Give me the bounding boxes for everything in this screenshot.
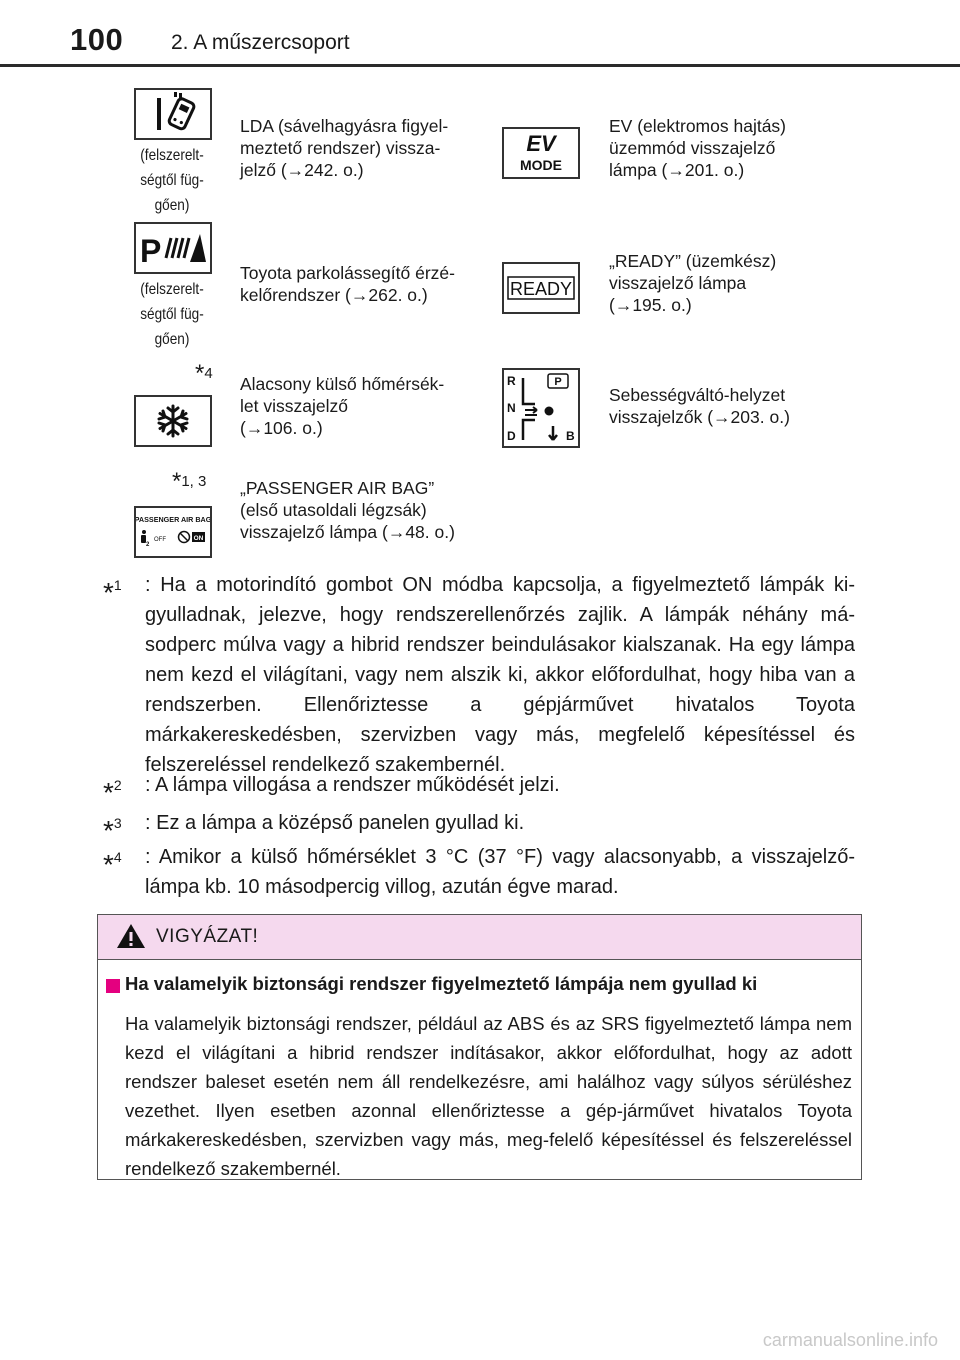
caution-body: Ha valamelyik biztonsági rendszer, például az ABS és az SRS figyelmeztető lámpa nem kezd el világítani a hibrid rendszer indításakor, akkor előfordulhat, hogy az adott rendszer baleset esetén nem áll rendelkezésre, ami halálhoz vagy súlyos sérüléshez vezethet. Ilyen esetben azonnal ellenőriztesse a gép-járművet hivatalos Toyota márkakereskedésben, szervizben vagy más, meg-felelő képesítéssel és felszereléssel rendelkező szakembernél. — [125, 1013, 852, 1179]
warning-triangle-icon — [116, 923, 146, 949]
svg-text:R: R — [507, 374, 516, 388]
passenger-airbag-icon — [134, 506, 212, 558]
caution-heading: Ha valamelyik biztonsági rendszer figyelmeztető lámpája nem gyullad ki — [125, 973, 758, 994]
svg-text:OFF: OFF — [154, 537, 166, 543]
shift-position-description: Sebességváltó-helyzet visszajelzők (→203. o.) — [609, 385, 790, 427]
caution-title: VIGYÁZAT! — [156, 926, 259, 947]
ev-mode-description: EV (elektromos hajtás) üzemmód visszajelző lámpa (→201. o.) — [609, 116, 787, 180]
parking-sensor-icon — [134, 222, 212, 274]
svg-text:2: 2 — [146, 542, 150, 548]
footnote-reference: *1, 3 — [172, 468, 207, 495]
parking-assist-description: Toyota parkolássegítő érzé- kelőrendszer (→262. o.) — [240, 263, 455, 305]
shift-position-icon — [502, 368, 580, 448]
svg-text:MODE: MODE — [520, 157, 562, 173]
lda-description: LDA (sávelhagyásra figyel- meztető rendszer) vissza- jelző (→242. o.) — [240, 116, 449, 180]
svg-text:B: B — [566, 429, 575, 443]
footnote-2: *$^2$ : A lámpa villogása a rendszer működését jelzi. — [103, 774, 560, 808]
caution-box — [97, 914, 862, 1180]
availability-note: (felszerelt- ségtől füg- gően) — [140, 281, 204, 348]
svg-text:EV: EV — [526, 131, 556, 156]
ev-mode-icon — [502, 127, 580, 179]
svg-text:READY: READY — [509, 279, 573, 299]
footnote-1: *$^1$ : Ha a motorindító gombot ON módba kapcsolja, a figyelmeztető lámpák ki-gyulladnak, jelezve, hogy rendszerellenőrzés zajlik. A lámpák néhány má-sodperc múlva vagy a hibrid rendszer beindulásakor kialszanak. Ha egy lámpa nem kezd el világítani, vagy nem alszik ki, akkor előfordulhat, hogy hiba van a rendszerben. Ellenőriztesse a gépjárművet hivatalos Toyota márkakereskedésben, szervizben vagy más, megfelelő képesítéssel és felszereléssel rendelkező szakembernél. — [103, 574, 855, 776]
header-rule — [0, 64, 960, 67]
svg-text:N: N — [507, 401, 516, 415]
bullet-square-icon — [106, 979, 120, 993]
ready-icon — [502, 262, 580, 314]
lda-warning-icon — [134, 88, 212, 140]
snowflake-icon — [134, 395, 212, 447]
svg-text:P: P — [554, 376, 562, 388]
availability-note: (felszerelt- ségtől füg- gően) — [140, 147, 204, 214]
svg-text:PASSENGER AIR BAG: PASSENGER AIR BAG — [136, 515, 210, 524]
caution-header — [98, 915, 861, 960]
svg-text:ON: ON — [193, 535, 204, 542]
footnote-3: *$^3$ : Ez a lámpa a középső panelen gyullad ki. — [103, 812, 525, 846]
footnote-reference: *4 — [195, 360, 213, 387]
page-header — [0, 0, 960, 70]
svg-text:D: D — [507, 429, 516, 443]
section-title: 2. A műszercsoport — [171, 31, 350, 54]
low-temp-description: Alacsony külső hőmérsék- let visszajelző (→106. o.) — [240, 374, 445, 438]
passenger-airbag-description: „PASSENGER AIR BAG” (első utasoldali légzsák) visszajelző lámpa (→48. o.) — [240, 478, 455, 542]
watermark: carmanualsonline.info — [762, 1330, 938, 1350]
page-number: 100 — [70, 22, 124, 57]
footnote-4: *$^4$ : Amikor a külső hőmérséklet 3 °C (37 °F) vagy alacsonyabb, a visszajelző-lámpa kb. 10 másodpercig villog, azután égve marad. — [103, 846, 855, 898]
ready-description: „READY” (üzemkész) visszajelző lámpa (→195. o.) — [609, 251, 777, 315]
svg-text:P: P — [140, 233, 162, 269]
